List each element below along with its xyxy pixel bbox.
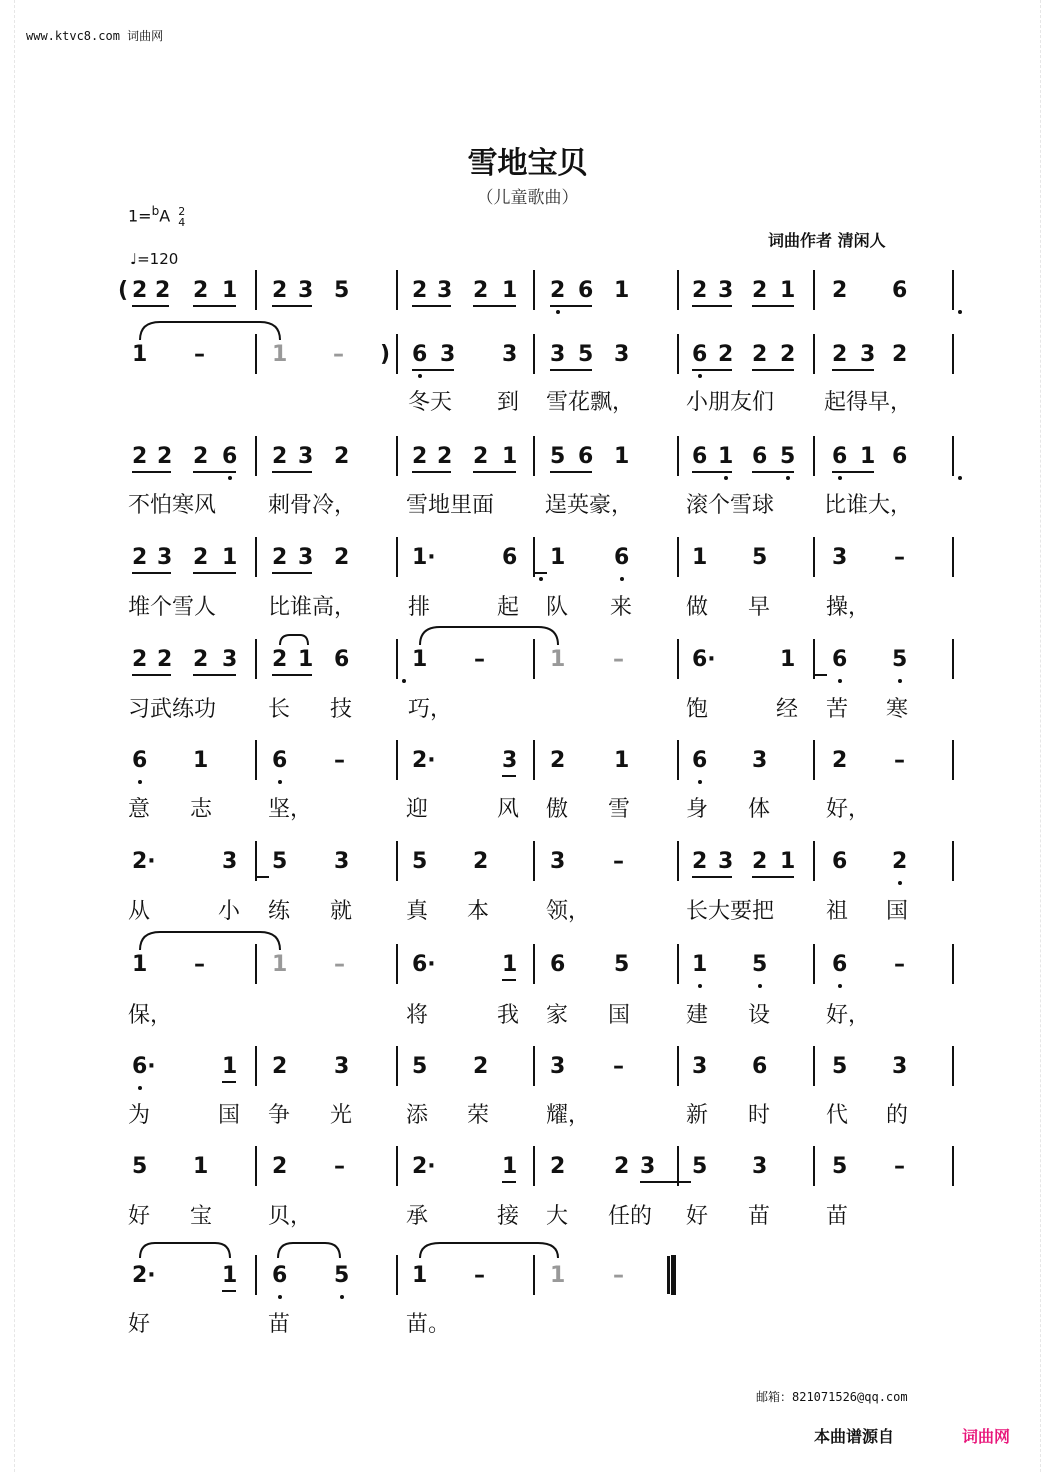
jianpu-note: 5: [752, 545, 768, 570]
jianpu-note: 6·: [412, 952, 436, 977]
jianpu-note: 6: [550, 952, 566, 977]
lyric: 保，: [128, 1003, 173, 1028]
jianpu-note: 6: [692, 342, 708, 367]
contact-email: 邮箱：821071526@qq.com: [756, 1390, 908, 1404]
jianpu-note: 3: [614, 342, 630, 367]
jianpu-note: 5: [780, 444, 796, 469]
jianpu-note: 2: [437, 444, 453, 469]
jianpu-note: 1: [132, 342, 148, 367]
jianpu-note: 2: [272, 545, 288, 570]
jianpu-note: –: [613, 1263, 624, 1288]
lyric: 比谁高，: [268, 595, 357, 620]
jianpu-note: 3: [334, 849, 350, 874]
jianpu-note: 5: [832, 1154, 848, 1179]
jianpu-note: 1: [502, 444, 518, 469]
jianpu-note: 1: [718, 444, 734, 469]
jianpu-note: 6: [892, 444, 908, 469]
jianpu-note: 1: [222, 545, 238, 570]
jianpu-note: 1: [502, 952, 518, 977]
jianpu-note: 2: [832, 278, 848, 303]
key-letter: A: [159, 206, 171, 226]
jianpu-note: 2: [473, 444, 489, 469]
lyric: 代: [826, 1103, 849, 1128]
lyric: 设: [748, 1003, 771, 1028]
jianpu-note: 5: [132, 1154, 148, 1179]
jianpu-note: (: [118, 278, 129, 303]
jianpu-note: 2: [473, 849, 489, 874]
lyric: 从: [128, 899, 151, 924]
jianpu-note: 2: [193, 647, 209, 672]
jianpu-note: –: [194, 342, 205, 367]
slur-row11-a: [140, 1243, 230, 1258]
lyric: 好: [128, 1312, 151, 1337]
jianpu-note: 3: [752, 748, 768, 773]
jianpu-note: 6: [614, 545, 630, 570]
lyric: 堆个雪人: [128, 595, 217, 620]
lyric: 承: [406, 1204, 429, 1229]
jianpu-note: 6: [832, 647, 848, 672]
lyric: 雪地里面: [406, 493, 495, 518]
jianpu-note: 3: [832, 545, 848, 570]
jianpu-note: 3: [222, 647, 238, 672]
jianpu-note: 6: [832, 952, 848, 977]
jianpu-note: 2: [892, 342, 908, 367]
lyric: 小朋友们: [686, 390, 775, 415]
jianpu-note: 2: [412, 278, 428, 303]
lyric: 练: [268, 899, 291, 924]
lyric: 来: [610, 595, 633, 620]
lyric: 滚个雪球: [686, 493, 775, 518]
lyric: 不怕寒风: [128, 493, 217, 518]
jianpu-note: 2: [692, 849, 708, 874]
jianpu-note: 5: [692, 1154, 708, 1179]
jianpu-note: –: [894, 952, 905, 977]
lyric: 苗: [748, 1204, 771, 1229]
jianpu-note: –: [894, 545, 905, 570]
jianpu-note: 5: [832, 1054, 848, 1079]
jianpu-note: 2·: [412, 748, 436, 773]
jianpu-note: 2·: [132, 1263, 156, 1288]
jianpu-note: 6·: [692, 647, 716, 672]
jianpu-note: –: [613, 647, 624, 672]
jianpu-note: 2: [132, 647, 148, 672]
jianpu-note: 1: [614, 444, 630, 469]
jianpu-note: 1: [222, 1263, 238, 1288]
jianpu-note: 2: [832, 342, 848, 367]
lyric: 巧，: [408, 697, 453, 722]
jianpu-note: 2: [272, 278, 288, 303]
jianpu-note: 6: [272, 748, 288, 773]
tie-row5: [420, 627, 558, 645]
jianpu-note: –: [334, 748, 345, 773]
lyric: 好，: [826, 797, 871, 822]
lyric: 大: [546, 1204, 569, 1229]
lyric: 意: [128, 797, 151, 822]
lyric: 建: [686, 1003, 709, 1028]
jianpu-note: 6: [892, 278, 908, 303]
jianpu-note: 2: [780, 342, 796, 367]
lyric: 做: [686, 595, 709, 620]
lyric: 祖: [826, 899, 849, 924]
lyric: 任的: [608, 1204, 653, 1229]
jianpu-note: 3: [892, 1054, 908, 1079]
jianpu-note: 2: [272, 444, 288, 469]
jianpu-note: 1: [780, 647, 796, 672]
jianpu-note: 1: [272, 342, 288, 367]
tempo-value: =120: [137, 250, 179, 268]
jianpu-note: –: [474, 1263, 485, 1288]
lyric: 雪花飘，: [546, 390, 635, 415]
lyric: 长大要把: [686, 899, 775, 924]
lyric: 苗。: [406, 1312, 451, 1337]
jianpu-note: 3: [298, 545, 314, 570]
time-bottom: 4: [178, 215, 186, 229]
jianpu-note: 2: [334, 545, 350, 570]
quarter-note-icon: ♩: [130, 250, 138, 268]
key-prefix: 1=: [128, 206, 152, 226]
lyric: 寒: [886, 697, 909, 722]
lyric: 小: [218, 899, 241, 924]
jianpu-note: 2: [473, 278, 489, 303]
lyric: 刺骨冷，: [268, 493, 357, 518]
jianpu-note: –: [334, 952, 345, 977]
jianpu-note: 1: [692, 952, 708, 977]
jianpu-note: 2·: [412, 1154, 436, 1179]
lyric: 习武练功: [128, 697, 217, 722]
jianpu-note: 3: [752, 1154, 768, 1179]
lyric: 起: [497, 595, 520, 620]
jianpu-note: 6: [752, 444, 768, 469]
flat-sign: b: [151, 204, 160, 218]
jianpu-note: 2: [752, 278, 768, 303]
source-label: 本曲谱源自: [814, 1427, 895, 1446]
brand-link[interactable]: 词曲网: [962, 1427, 1011, 1446]
jianpu-note: 6: [132, 748, 148, 773]
song-subtitle: （儿童歌曲）: [476, 188, 579, 208]
lyric: 风: [497, 797, 520, 822]
jianpu-note: 1: [193, 748, 209, 773]
tie-row2: [140, 322, 280, 340]
jianpu-note: 1: [412, 1263, 428, 1288]
jianpu-note: 3: [334, 1054, 350, 1079]
jianpu-note: 2: [692, 278, 708, 303]
lyric: 体: [748, 797, 771, 822]
jianpu-note: 2: [550, 748, 566, 773]
jianpu-note: 3: [437, 278, 453, 303]
jianpu-note: 2: [272, 1154, 288, 1179]
lyric: 领，: [546, 899, 591, 924]
lyric: 队: [546, 595, 569, 620]
composer-credit: 词曲作者 清闲人: [768, 231, 886, 250]
jianpu-note: 6: [502, 545, 518, 570]
jianpu-note: 6: [578, 444, 594, 469]
jianpu-note: 2: [550, 1154, 566, 1179]
jianpu-note: 2: [272, 647, 288, 672]
jianpu-note: 6: [334, 647, 350, 672]
jianpu-note: 2: [892, 849, 908, 874]
jianpu-note: –: [333, 342, 344, 367]
jianpu-note: 6: [692, 748, 708, 773]
jianpu-note: 2: [412, 444, 428, 469]
jianpu-note: 1: [614, 278, 630, 303]
jianpu-note: 5: [614, 952, 630, 977]
lyric: 本: [467, 899, 490, 924]
lyric: 逞英豪，: [545, 493, 634, 518]
lyric: 比谁大，: [824, 493, 913, 518]
jianpu-note: 1·: [412, 545, 436, 570]
jianpu-note: 5: [334, 1263, 350, 1288]
jianpu-note: 5: [578, 342, 594, 367]
jianpu-note: 1: [502, 1154, 518, 1179]
jianpu-note: 2: [752, 342, 768, 367]
jianpu-note: 1: [692, 545, 708, 570]
tie-row11: [420, 1243, 558, 1258]
jianpu-note: –: [894, 1154, 905, 1179]
lyric: 志: [190, 797, 213, 822]
song-title: 雪地宝贝: [467, 146, 588, 181]
lyric: 耀，: [546, 1103, 591, 1128]
lyric: 就: [330, 899, 353, 924]
jianpu-note: 3: [440, 342, 456, 367]
jianpu-note: 5: [752, 952, 768, 977]
jianpu-note: 3: [502, 342, 518, 367]
jianpu-note: 1: [780, 278, 796, 303]
jianpu-note: 2: [132, 278, 148, 303]
lyric: 时: [748, 1103, 771, 1128]
lyric: 到: [497, 390, 520, 415]
jianpu-note: 1: [412, 647, 428, 672]
jianpu-note: 6: [832, 444, 848, 469]
jianpu-note: 2: [752, 849, 768, 874]
lyric: 为: [128, 1103, 151, 1128]
jianpu-note: 1: [502, 278, 518, 303]
lyric: 添: [406, 1103, 429, 1128]
jianpu-note: 3: [550, 849, 566, 874]
jianpu-note: 3: [502, 748, 518, 773]
jianpu-note: 2: [832, 748, 848, 773]
jianpu-note: 1: [614, 748, 630, 773]
jianpu-note: 3: [222, 849, 238, 874]
jianpu-note: 3: [157, 545, 173, 570]
jianpu-note: 1: [132, 952, 148, 977]
lyric: 贝，: [268, 1204, 313, 1229]
lyric: 技: [330, 697, 353, 722]
jianpu-note: 2: [334, 444, 350, 469]
jianpu-note: 3: [860, 342, 876, 367]
site-url[interactable]: www.ktvc8.com 词曲网: [26, 29, 164, 43]
jianpu-note: 3: [640, 1154, 656, 1179]
jianpu-note: 6: [578, 278, 594, 303]
lyric: 好，: [826, 1003, 871, 1028]
lyric: 起得早，: [824, 390, 913, 415]
lyric: 的: [886, 1103, 909, 1128]
lyric: 国: [218, 1103, 241, 1128]
jianpu-note: 1: [222, 1054, 238, 1079]
jianpu-note: 2: [132, 444, 148, 469]
jianpu-note: –: [613, 1054, 624, 1079]
jianpu-note: 2: [718, 342, 734, 367]
lyric: 傲: [546, 797, 569, 822]
jianpu-note: 6: [222, 444, 238, 469]
lyric: 苦: [826, 697, 849, 722]
jianpu-note: 1: [550, 545, 566, 570]
jianpu-note: 3: [718, 278, 734, 303]
jianpu-note: 6·: [132, 1054, 156, 1079]
jianpu-note: 5: [412, 849, 428, 874]
lyric: 光: [330, 1103, 353, 1128]
lyric: 排: [408, 595, 431, 620]
lyric: 真: [406, 899, 429, 924]
jianpu-note: 2: [132, 545, 148, 570]
jianpu-note: 1: [298, 647, 314, 672]
jianpu-note: ): [380, 342, 391, 367]
jianpu-note: –: [474, 647, 485, 672]
jianpu-note: 1: [550, 1263, 566, 1288]
jianpu-note: 1: [780, 849, 796, 874]
jianpu-note: –: [334, 1154, 345, 1179]
lyric: 新: [686, 1103, 709, 1128]
lyric: 雪: [608, 797, 631, 822]
tie-row8: [140, 932, 280, 950]
jianpu-note: 2: [193, 545, 209, 570]
jianpu-note: –: [613, 849, 624, 874]
lyric: 经: [776, 697, 799, 722]
jianpu-note: 3: [298, 278, 314, 303]
lyric: 迎: [406, 797, 429, 822]
lyric: 将: [406, 1003, 429, 1028]
jianpu-note: 1: [193, 1154, 209, 1179]
jianpu-note: 6: [752, 1054, 768, 1079]
jianpu-note: 1: [860, 444, 876, 469]
jianpu-note: 2·: [132, 849, 156, 874]
lyric: 早: [748, 595, 771, 620]
lyric: 接: [497, 1204, 520, 1229]
lyric: 国: [886, 899, 909, 924]
jianpu-note: 5: [272, 849, 288, 874]
lyric: 荣: [467, 1103, 490, 1128]
lyric: 冬天: [408, 390, 453, 415]
jianpu-note: 3: [692, 1054, 708, 1079]
lyric: 坚，: [268, 797, 313, 822]
jianpu-note: 5: [334, 278, 350, 303]
jianpu-note: 5: [892, 647, 908, 672]
lyric: 宝: [190, 1204, 213, 1229]
jianpu-note: 2: [155, 278, 171, 303]
lyric: 长: [268, 697, 291, 722]
time-top: 2: [178, 204, 186, 218]
lyric: 操，: [826, 595, 871, 620]
jianpu-note: 5: [550, 444, 566, 469]
jianpu-note: 2: [157, 647, 173, 672]
lyric: 国: [608, 1003, 631, 1028]
jianpu-note: 6: [272, 1263, 288, 1288]
slur-row11-b: [278, 1243, 340, 1258]
lyric: 饱: [686, 697, 709, 722]
jianpu-note: 1: [550, 647, 566, 672]
jianpu-note: 6: [692, 444, 708, 469]
slur-row5-a: [280, 635, 308, 645]
jianpu-note: 6: [412, 342, 428, 367]
jianpu-note: 3: [550, 342, 566, 367]
jianpu-note: 2: [157, 444, 173, 469]
lyric: 身: [686, 797, 709, 822]
jianpu-note: 5: [412, 1054, 428, 1079]
jianpu-note: 2: [193, 444, 209, 469]
lyric: 好: [128, 1204, 151, 1229]
jianpu-note: –: [194, 952, 205, 977]
jianpu-note: 3: [298, 444, 314, 469]
jianpu-note: 3: [550, 1054, 566, 1079]
jianpu-note: –: [894, 748, 905, 773]
jianpu-note: 1: [222, 278, 238, 303]
jianpu-note: 1: [272, 952, 288, 977]
jianpu-note: 2: [614, 1154, 630, 1179]
lyric: 我: [497, 1003, 520, 1028]
jianpu-note: 2: [473, 1054, 489, 1079]
lyric: 家: [546, 1003, 569, 1028]
jianpu-note: 3: [718, 849, 734, 874]
jianpu-note: 6: [832, 849, 848, 874]
jianpu-note: 2: [193, 278, 209, 303]
jianpu-note: 2: [272, 1054, 288, 1079]
jianpu-note: 2: [550, 278, 566, 303]
lyric: 苗: [268, 1312, 291, 1337]
lyric: 好: [686, 1204, 709, 1229]
lyric: 苗: [826, 1204, 849, 1229]
lyric: 争: [268, 1103, 291, 1128]
